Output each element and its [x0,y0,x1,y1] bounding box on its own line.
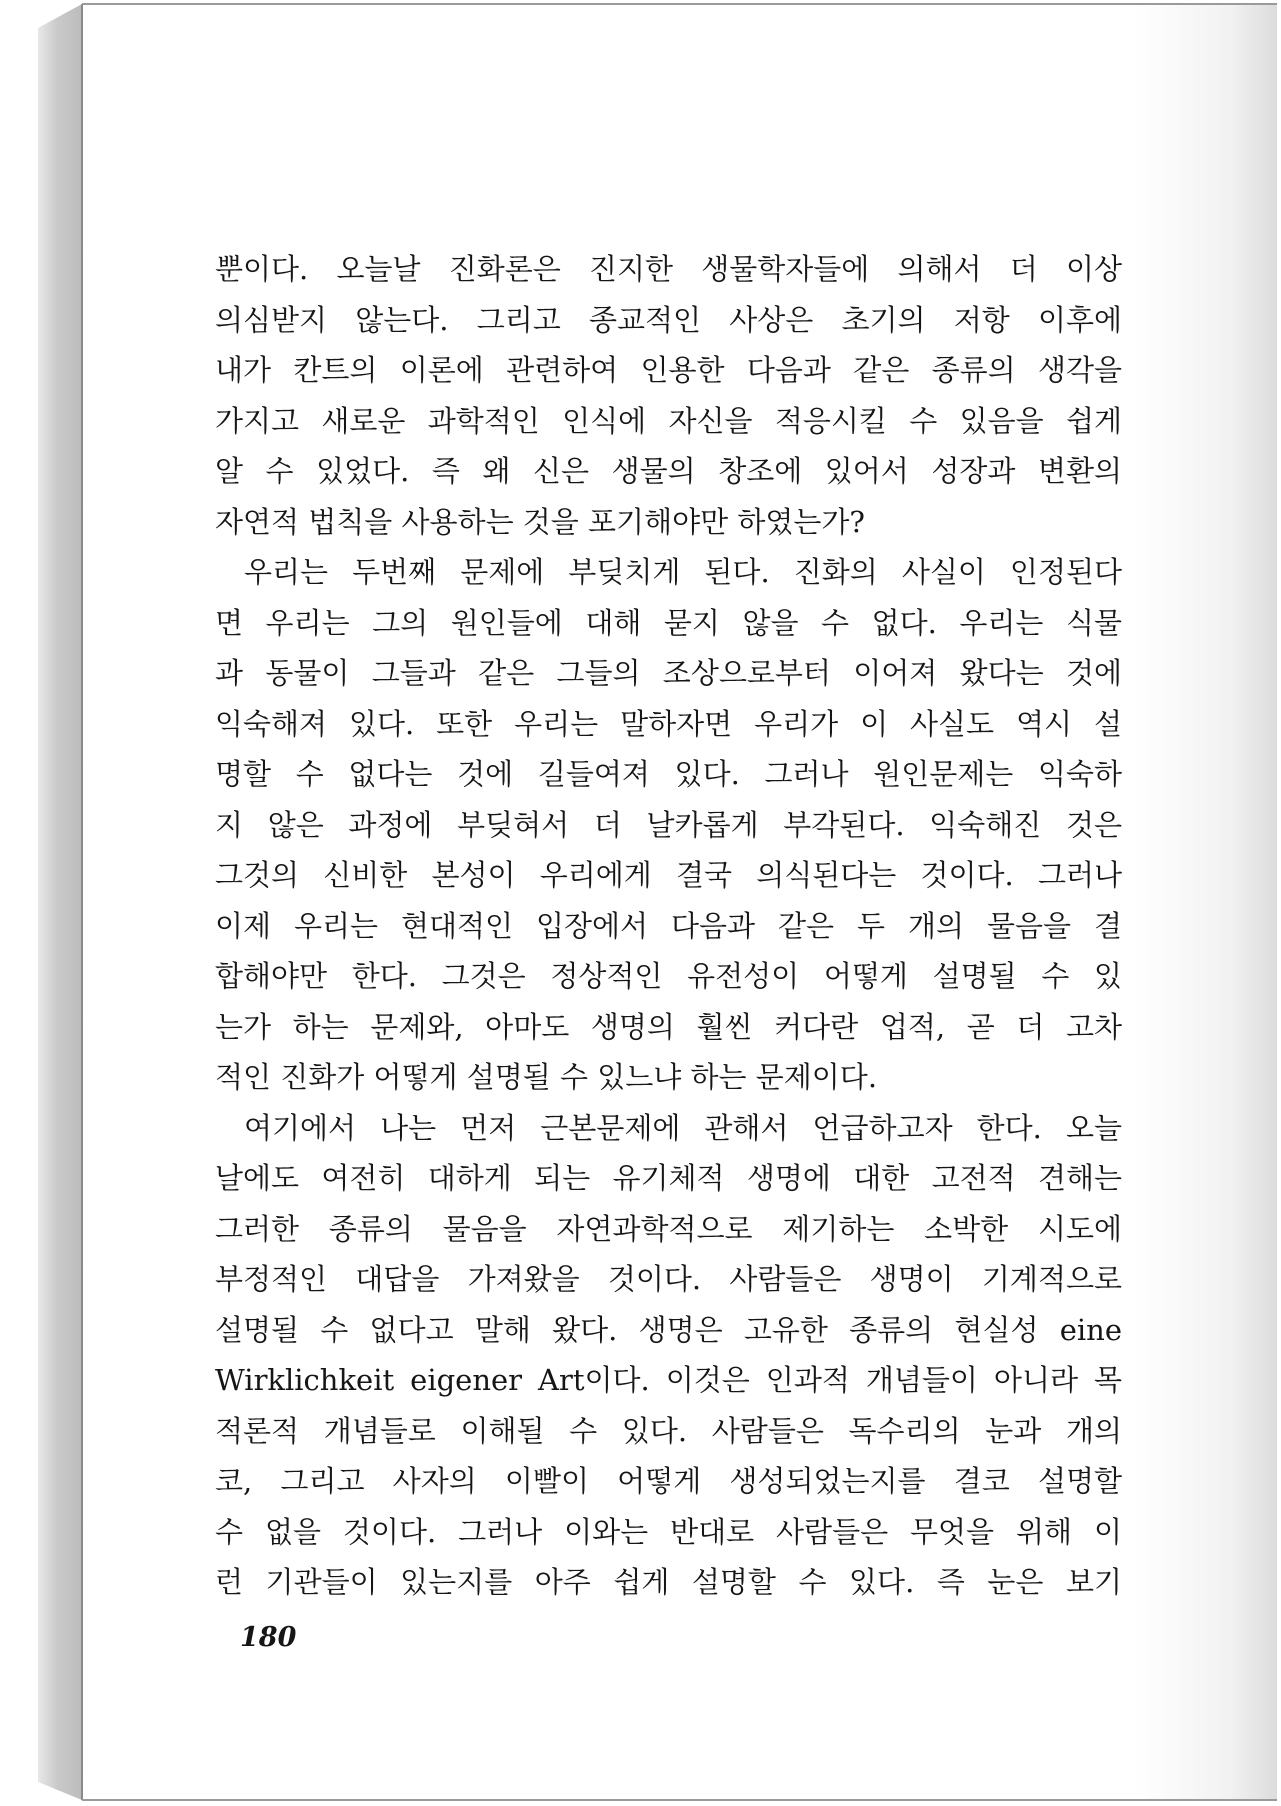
text-line: 과 동물이 그들과 같은 그들의 조상으로부터 이어져 왔다는 것에 [215,656,1122,690]
text-line: 코, 그리고 사자의 이빨이 어떻게 생성되었는지를 결코 설명할 [215,1464,1122,1498]
text-line: 는가 하는 문제와, 아마도 생명의 훨씬 커다란 업적, 곧 더 고차 [215,1009,1122,1044]
text-line: 수 없을 것이다. 그러나 이와는 반대로 사람들은 무엇을 위해 이 [215,1514,1122,1549]
text-line: 설명될 수 없다고 말해 왔다. 생명은 고유한 종류의 현실성 eine [215,1312,1122,1347]
text-line: 내가 칸트의 이론에 관련하여 인용한 다음과 같은 종류의 생각을 [215,353,1122,387]
text-line: 이제 우리는 현대적인 입장에서 다음과 같은 두 개의 물음을 결 [215,908,1122,943]
text-line: 의심받지 않는다. 그리고 종교적인 사상은 초기의 저항 이후에 [215,302,1122,337]
text-line: Wirklichkeit eigener Art이다. 이것은 인과적 개념들이 아니라 목 [215,1363,1122,1397]
body-text [215,244,1122,1608]
text-line: 명할 수 없다는 것에 길들여져 있다. 그러나 원인문제는 익숙하 [215,757,1122,791]
text-line: 지 않은 과정에 부딪혀서 더 날카롭게 부각된다. 익숙해진 것은 [215,807,1122,842]
text-line: 날에도 여전히 대하게 되는 유기체적 생명에 대한 고전적 견해는 [215,1161,1122,1195]
text-line: 적인 진화가 어떻게 설명될 수 있느냐 하는 문제이다. [215,1060,878,1094]
text-line: 합해야만 한다. 그것은 정상적인 유전성이 어떻게 설명될 수 있 [215,959,1122,993]
text-line: 익숙해져 있다. 또한 우리는 말하자면 우리가 이 사실도 역시 설 [215,706,1122,741]
bottom-edge [82,1799,1277,1801]
text-line: 알 수 있었다. 즉 왜 신은 생물의 창조에 있어서 성장과 변환의 [215,454,1122,488]
text-line: 적론적 개념들로 이해될 수 있다. 사람들은 독수리의 눈과 개의 [215,1413,1122,1448]
text-line: 여기에서 나는 먼저 근본문제에 관해서 언급하고자 한다. 오늘 [244,1110,1122,1145]
text-line: 가지고 새로운 과학적인 인식에 자신을 적응시킬 수 있음을 쉽게 [215,403,1122,438]
book-spine [38,4,82,1800]
text-line: 그것의 신비한 본성이 우리에게 결국 의식된다는 것이다. 그러나 [215,858,1122,892]
text-line: 런 기관들이 있는지를 아주 쉽게 설명할 수 있다. 즉 눈은 보기 [215,1565,1122,1599]
page-number: 180 [240,1622,297,1653]
text-line: 그러한 종류의 물음을 자연과학적으로 제기하는 소박한 시도에 [215,1211,1122,1246]
text-line: 면 우리는 그의 원인들에 대해 묻지 않을 수 없다. 우리는 식물 [215,605,1122,640]
text-line: 뿐이다. 오늘날 진화론은 진지한 생물학자들에 의해서 더 이상 [215,252,1122,286]
text-line: 자연적 법칙을 사용하는 것을 포기해야만 하였는가? [215,504,865,539]
text-line: 부정적인 대답을 가져왔을 것이다. 사람들은 생명이 기계적으로 [215,1262,1122,1296]
text-line: 우리는 두번째 문제에 부딪치게 된다. 진화의 사실이 인정된다 [244,555,1122,589]
